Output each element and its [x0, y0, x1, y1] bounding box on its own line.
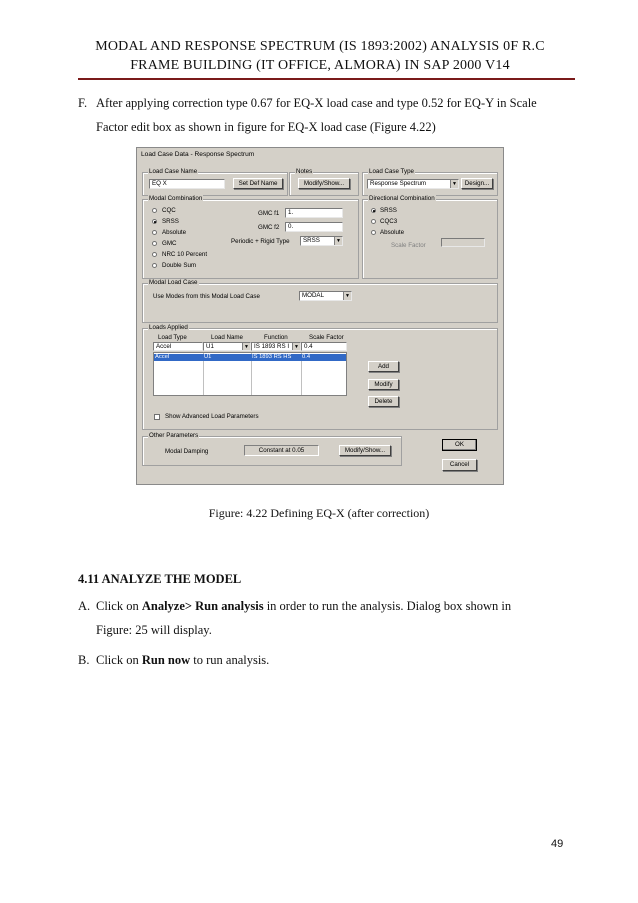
- page-header: [60, 37, 580, 75]
- paragraph-f: [78, 95, 588, 135]
- group-title: Directional Combination: [369, 195, 435, 202]
- modal-load-case-value: MODAL: [302, 292, 325, 299]
- group-title: Modal Combination: [149, 195, 203, 202]
- paragraph-f-line-1: After applying correction type 0.67 for EQ-X load case and type 0.52 for EQ-Y in Scale: [96, 96, 537, 110]
- paragraph-a-line-2: Figure: 25 will display.: [96, 623, 212, 637]
- load-case-name-input[interactable]: EQ X: [149, 179, 225, 189]
- chevron-down-icon: ▼: [450, 180, 458, 188]
- edit-function-value: IS 1893 RS I: [254, 343, 290, 350]
- radio-gmc[interactable]: [152, 241, 157, 246]
- loads-applied-group: [142, 324, 498, 430]
- modal-load-case-group: [142, 279, 498, 323]
- gmc-f1-label: GMC f1: [258, 210, 280, 217]
- cancel-button[interactable]: Cancel: [442, 459, 477, 471]
- radio-nrc[interactable]: [152, 252, 157, 257]
- modal-damping-value: Constant at 0.05: [244, 445, 319, 456]
- radio-cqc[interactable]: [152, 208, 157, 213]
- periodic-rigid-value: SRSS: [303, 237, 320, 244]
- gmc-f1-input[interactable]: 1.: [285, 208, 343, 218]
- paragraph-a-bold: Analyze> Run analysis: [141, 599, 264, 613]
- radio-srss[interactable]: [152, 219, 157, 224]
- chevron-down-icon: ▼: [343, 292, 351, 300]
- edit-function-select[interactable]: [251, 342, 301, 351]
- header-line-2: FRAME BUILDING (IT OFFICE, ALMORA) IN SAP 2000 V14: [130, 58, 510, 73]
- dir-option-cqc3: CQC3: [380, 218, 398, 225]
- scale-factor-input[interactable]: [441, 238, 485, 247]
- col-header-load-type: Load Type: [158, 334, 187, 341]
- gmc-f2-label: GMC f2: [258, 224, 280, 231]
- cell-load-name: U1: [203, 354, 251, 361]
- delete-button[interactable]: Delete: [368, 396, 399, 407]
- option-double-sum: Double Sum: [162, 262, 197, 269]
- paragraph-b-bold: Run now: [141, 653, 191, 667]
- dialog-title: Load Case Data - Response Spectrum: [141, 151, 255, 158]
- option-srss: SRSS: [162, 218, 179, 225]
- advanced-params-checkbox[interactable]: [154, 414, 160, 420]
- list-letter: B.: [78, 653, 90, 667]
- option-absolute: Absolute: [162, 229, 187, 236]
- group-title: Other Parameters: [149, 432, 199, 439]
- periodic-rigid-label: Periodic + Rigid Type: [231, 238, 290, 245]
- directional-combination-group: [362, 195, 498, 279]
- chevron-down-icon: ▼: [334, 237, 342, 245]
- group-title: Loads Applied: [149, 324, 188, 331]
- notes-group: [289, 168, 359, 196]
- list-letter: F.: [78, 96, 88, 110]
- group-title: Modal Load Case: [149, 279, 198, 286]
- advanced-params-label: Show Advanced Load Parameters: [165, 413, 259, 420]
- scale-factor-label: Scale Factor: [391, 242, 426, 249]
- paragraph-b-pre: Click on: [96, 653, 142, 667]
- page-number: 49: [551, 838, 564, 850]
- edit-load-type[interactable]: Accel: [153, 342, 203, 351]
- radio-double-sum[interactable]: [152, 263, 157, 268]
- load-case-type-group: [362, 168, 498, 196]
- notes-modify-show-button[interactable]: Modify/Show...: [298, 178, 350, 189]
- option-nrc: NRC 10 Percent: [162, 251, 208, 258]
- set-def-name-button[interactable]: Set Def Name: [233, 178, 283, 189]
- dir-option-absolute: Absolute: [380, 229, 405, 236]
- load-case-type-select[interactable]: [367, 179, 459, 189]
- col-header-scale-factor: Scale Factor: [309, 334, 344, 341]
- figure-caption: Figure: 4.22 Defining EQ-X (after correction): [208, 506, 430, 520]
- edit-scale-factor[interactable]: 0.4: [301, 342, 347, 351]
- periodic-rigid-select[interactable]: [300, 236, 343, 246]
- chevron-down-icon: ▼: [242, 343, 250, 350]
- radio-dir-absolute[interactable]: [371, 230, 376, 235]
- cell-function: IS 1893 RS HS: [251, 354, 301, 361]
- header-line-1: MODAL AND RESPONSE SPECTRUM (IS 1893:2002) ANALYSIS 0F R.C: [95, 39, 545, 54]
- list-letter: A.: [78, 599, 91, 613]
- cell-load-type: Accel: [154, 354, 203, 361]
- loads-table[interactable]: [153, 352, 347, 396]
- radio-dir-cqc3[interactable]: [371, 219, 376, 224]
- gmc-f2-input[interactable]: 0.: [285, 222, 343, 232]
- cell-scale-factor: 0.4: [301, 354, 346, 361]
- edit-load-name-select[interactable]: [203, 342, 251, 351]
- modal-load-case-select[interactable]: [299, 291, 352, 301]
- paragraph-b-post: to run analysis.: [190, 653, 270, 667]
- edit-load-name-value: U1: [206, 343, 214, 350]
- option-gmc: GMC: [162, 240, 177, 247]
- paragraph-a: [78, 598, 588, 638]
- load-case-dialog: [136, 147, 504, 485]
- dir-option-srss: SRSS: [380, 207, 397, 214]
- paragraph-a-pre: Click on: [96, 599, 142, 613]
- load-case-type-value: Response Spectrum: [370, 180, 427, 187]
- paragraph-b: [78, 652, 588, 668]
- group-title: Notes: [296, 168, 313, 175]
- col-header-function: Function: [264, 334, 288, 341]
- add-button[interactable]: Add: [368, 361, 399, 372]
- section-title: 4.11 ANALYZE THE MODEL: [78, 572, 242, 586]
- chevron-down-icon: ▼: [292, 343, 300, 350]
- use-modes-label: Use Modes from this Modal Load Case: [153, 293, 260, 300]
- radio-absolute[interactable]: [152, 230, 157, 235]
- group-title: Load Case Type: [369, 168, 414, 175]
- col-header-load-name: Load Name: [211, 334, 243, 341]
- other-parameters-group: [142, 432, 402, 466]
- paragraph-f-line-2: Factor edit box as shown in figure for EQ-X load case (Figure 4.22): [96, 120, 436, 134]
- modify-button[interactable]: Modify: [368, 379, 399, 390]
- radio-dir-srss[interactable]: [371, 208, 376, 213]
- load-case-name-group: [142, 168, 288, 196]
- damping-modify-show-button[interactable]: Modify/Show...: [339, 445, 391, 456]
- header-rule: [78, 78, 575, 80]
- ok-button[interactable]: OK: [442, 439, 477, 451]
- design-button[interactable]: Design...: [461, 178, 493, 189]
- modal-combination-group: [142, 195, 359, 279]
- paragraph-a-post: in order to run the analysis. Dialog box shown in: [263, 599, 512, 613]
- group-title: Load Case Name: [149, 168, 198, 175]
- option-cqc: CQC: [162, 207, 176, 214]
- modal-damping-label: Modal Damping: [165, 448, 209, 455]
